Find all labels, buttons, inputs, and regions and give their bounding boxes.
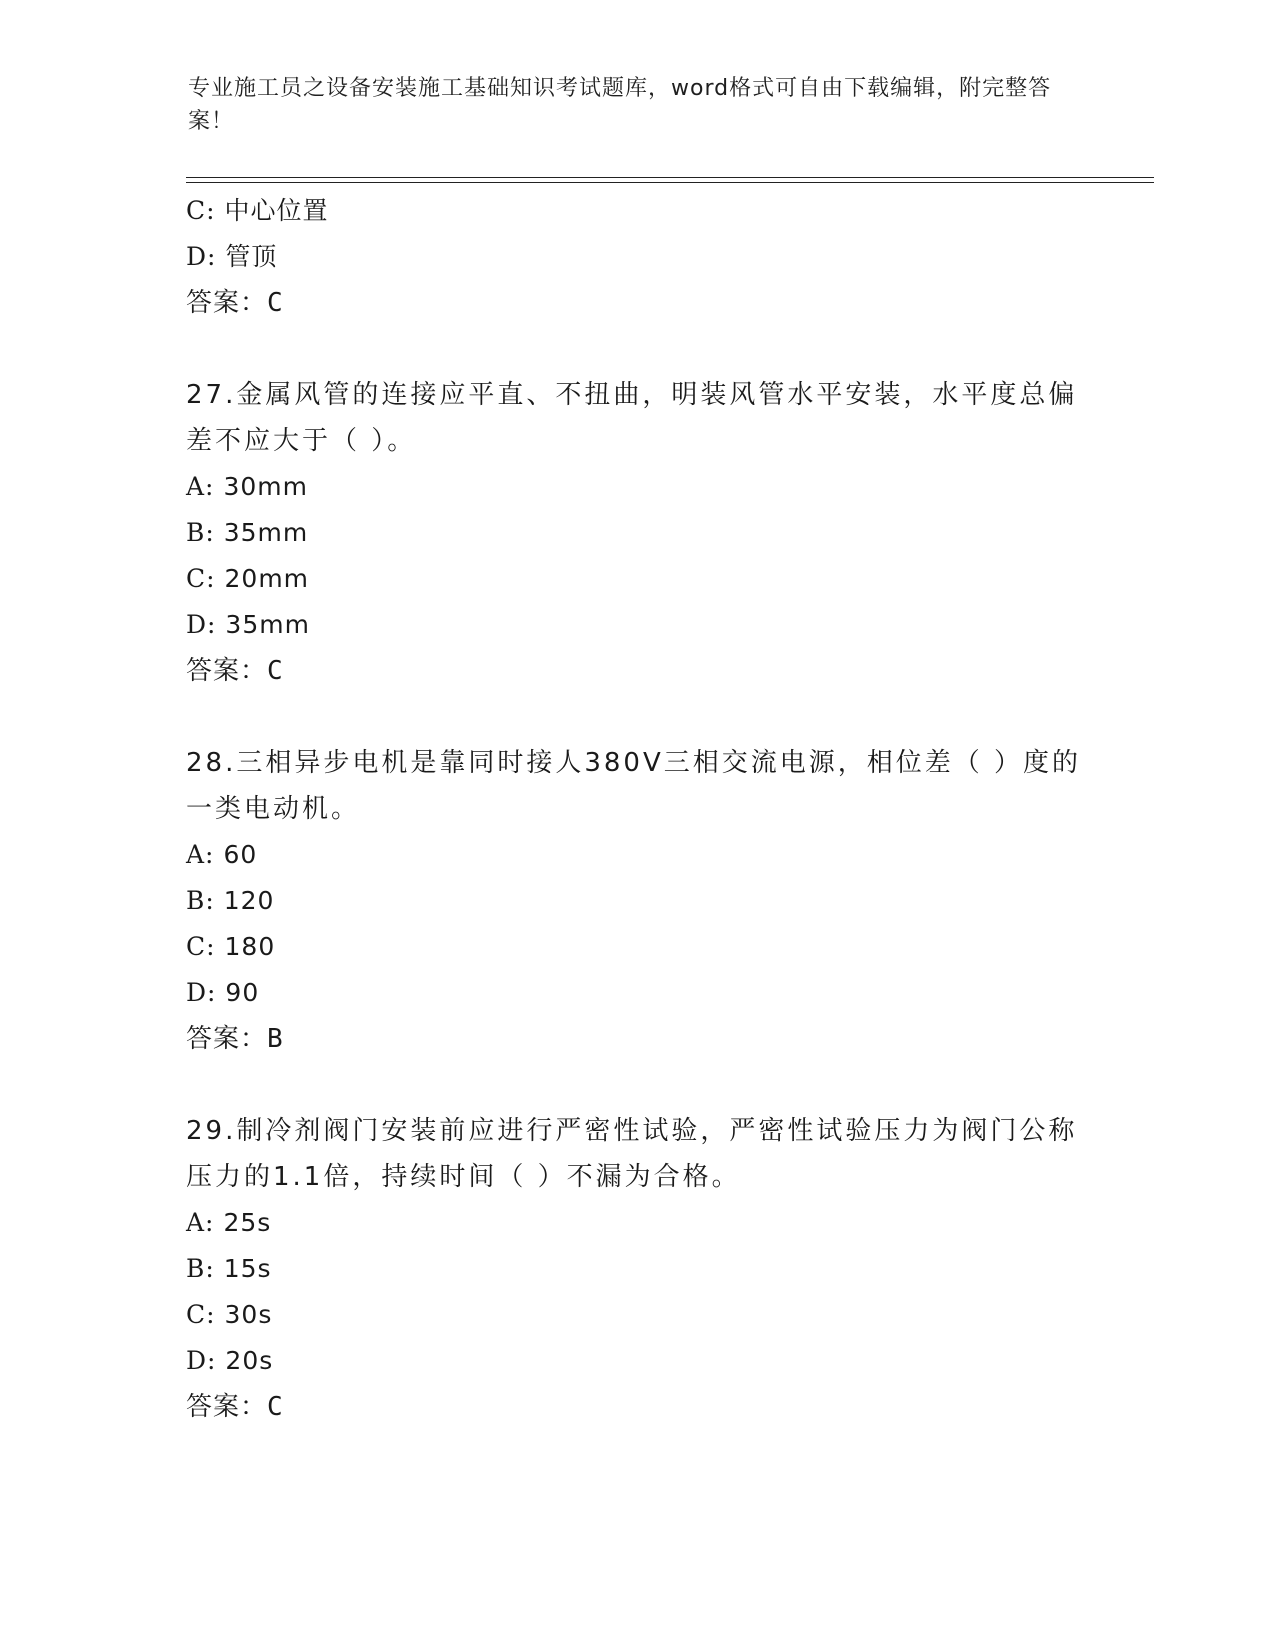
header-divider-bottom: [186, 182, 1154, 183]
option-c: [186, 188, 1086, 234]
option-a: [186, 832, 1086, 878]
question-text: 27.金属风管的连接应平直、不扭曲，明装风管水平安装，水平度总偏差不应大于（ ）。: [186, 380, 1078, 456]
option-text: 15s: [223, 1254, 272, 1283]
option-letter: A:: [186, 472, 215, 501]
page-header: 专业施工员之设备安装施工基础知识考试题库，word格式可自由下载编辑，附完整答案！: [188, 76, 1052, 134]
option-c: [186, 1292, 1086, 1338]
option-d: [186, 602, 1086, 648]
question-block-27: [186, 372, 1086, 694]
option-d: [186, 1338, 1086, 1384]
option-letter: C:: [186, 932, 216, 961]
option-letter: C:: [186, 196, 216, 225]
question-block-28: [186, 740, 1086, 1062]
option-text: 60: [223, 840, 258, 869]
option-text: 20s: [225, 1346, 274, 1375]
question-block-29: [186, 1108, 1086, 1430]
answer-line: [186, 648, 1086, 694]
option-text: 30s: [224, 1300, 273, 1329]
option-letter: D:: [186, 1346, 217, 1375]
option-text: 180: [224, 932, 276, 961]
option-text: 90: [225, 978, 260, 1007]
option-letter: B:: [186, 1254, 215, 1283]
option-letter: D:: [186, 978, 217, 1007]
question-text: 28.三相异步电机是靠同时接人380V三相交流电源，相位差（ ）度的一类电动机。: [186, 748, 1082, 824]
option-letter: D:: [186, 242, 217, 271]
option-text: 20mm: [224, 564, 310, 593]
option-letter: B:: [186, 886, 215, 915]
answer-value: B: [267, 1024, 284, 1054]
option-d: [186, 970, 1086, 1016]
option-c: [186, 556, 1086, 602]
option-letter: D:: [186, 610, 217, 639]
option-text: 管顶: [225, 242, 278, 271]
option-text: 35mm: [225, 610, 310, 639]
answer-label: 答案：: [186, 656, 268, 686]
option-letter: B:: [186, 518, 215, 547]
answer-line: [186, 1016, 1086, 1062]
option-text: 30mm: [223, 472, 308, 501]
answer-value: C: [267, 1392, 284, 1422]
option-text: 35mm: [223, 518, 309, 547]
answer-line: [186, 280, 1086, 326]
document-body: [186, 188, 1086, 1430]
prev-question-block: [186, 188, 1086, 326]
option-b: [186, 510, 1086, 556]
option-a: [186, 1200, 1086, 1246]
answer-value: C: [267, 656, 284, 686]
option-letter: A:: [186, 1208, 215, 1237]
option-letter: C:: [186, 1300, 216, 1329]
answer-label: 答案：: [186, 1024, 268, 1054]
option-a: [186, 464, 1086, 510]
answer-label: 答案：: [186, 1392, 268, 1422]
option-letter: A:: [186, 840, 215, 869]
option-d: [186, 234, 1086, 280]
question-text: 29.制冷剂阀门安装前应进行严密性试验，严密性试验压力为阀门公称压力的1.1倍，持续时间（ ）不漏为合格。: [186, 1116, 1078, 1192]
answer-line: [186, 1384, 1086, 1430]
answer-value: C: [267, 288, 284, 318]
option-b: [186, 1246, 1086, 1292]
option-text: 120: [223, 886, 275, 915]
option-b: [186, 878, 1086, 924]
option-text: 25s: [223, 1208, 272, 1237]
option-text: 中心位置: [224, 196, 329, 225]
answer-label: 答案：: [186, 288, 268, 318]
option-letter: C:: [186, 564, 216, 593]
header-divider-top: [186, 177, 1154, 178]
option-c: [186, 924, 1086, 970]
